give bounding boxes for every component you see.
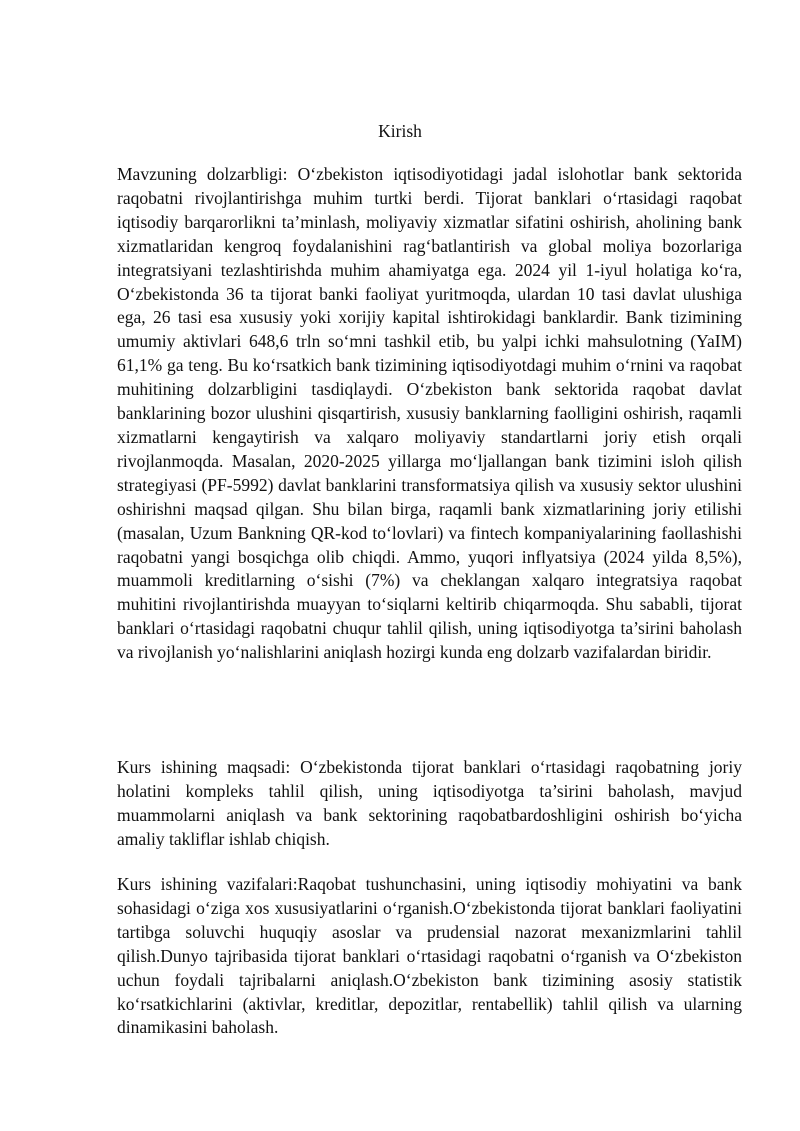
page-title: Kirish — [378, 121, 422, 141]
paragraph-goal: Kurs ishining maqsadi: O‘zbekistonda tijorat banklari o‘rtasidagi raqobatning joriy holatini kompleks tahlil qilish, uning iqtisodiyotga ta’sirini baholash, mavjud muammolarni aniqlash va bank sektorining raqobatbardoshligini oshirish bo‘yicha amaliy takliflar ishlab chiqish. — [117, 757, 742, 849]
paragraph-tasks: Kurs ishining vazifalari:Raqobat tushunchasini, uning iqtisodiy mohiyatini va bank sohasidagi o‘ziga xos xususiyatlarini o‘rganish.O‘zbekistonda tijorat banklari faoliyatini tartibga soluvchi huquqiy asoslar va prudensial nazorat mexanizmlarini tahlil qilish.Dunyo tajribasida tijorat banklari o‘rtasidagi raqobatni o‘rganish va O‘zbekiston uchun foydali tajribalarni aniqlash.O‘zbekiston bank tizimining asosiy statistik ko‘rsatkichlarini (aktivlar, kreditlar, depozitlar, rentabellik) tahlil qilish va ularning dinamikasini baholash. — [117, 874, 742, 1038]
paragraph-relevance: Mavzuning dolzarbligi: O‘zbekiston iqtisodiyotidagi jadal islohotlar bank sektorida raqobatni rivojlantirishga muhim turtki berdi. Tijorat banklari o‘rtasidagi raqobat iqtisodiy barqarorlikni ta’minlash, moliyaviy xizmatlar sifatini oshirish, aholining bank xizmatlaridan kengroq foydalanishini rag‘batlantirish va global moliya bozorlariga integratsiyani tezlashtirishda muhim ahamiyatga ega. 2024 yil 1-iyul holatiga ko‘ra, O‘zbekistonda 36 ta tijorat banki faoliyat yuritmoqda, ulardan 10 tasi davlat ulushiga ega, 26 tasi esa xususiy yoki xorijiy kapital ishtirokidagi banklardir. Bank tizimining umumiy aktivlari 648,6 trln so‘mni tashkil etib, bu yalpi ichki mahsulotning (YaIM) 61,1% ga teng. Bu ko‘rsatkich bank tizimining iqtisodiyotdagi muhim o‘rnini va raqobat muhitining dolzarbligini tasdiqlaydi. O‘zbekiston bank sektorida raqobat davlat banklarining bozor ulushini qisqartirish, xususiy banklarning faolligini oshirish, raqamli xizmatlarni kengaytirish va xalqaro moliyaviy standartlarni joriy etish orqali rivojlanmoqda. Masalan, 2020-2025 yillarga mo‘ljallangan bank tizimini isloh qilish strategiyasi (PF-5992) davlat banklarini transformatsiya qilish va xususiy sektor ulushini oshirishni maqsad qilgan. Shu bilan birga, raqamli bank xizmatlarining joriy etilishi (masalan, Uzum Bankning QR-kod to‘lovlari) va fintech kompaniyalarining faollashishi raqobatni yangi bosqichga olib chiqdi. Ammo, yuqori inflyatsiya (2024 yilda 8,5%), muammoli kreditlarning o‘sishi (7%) va cheklangan xalqaro integratsiya raqobat muhitini rivojlantirishda muayyan to‘siqlarni keltirib chiqarmoqda. Shu sababli, tijorat banklari o‘rtasidagi raqobatni chuqur tahlil qilish, uning iqtisodiyotga ta’sirini baholash va rivojlanish yo‘nalishlarini aniqlash hozirgi kunda eng dolzarb vazifalardan biridir. — [117, 164, 742, 663]
